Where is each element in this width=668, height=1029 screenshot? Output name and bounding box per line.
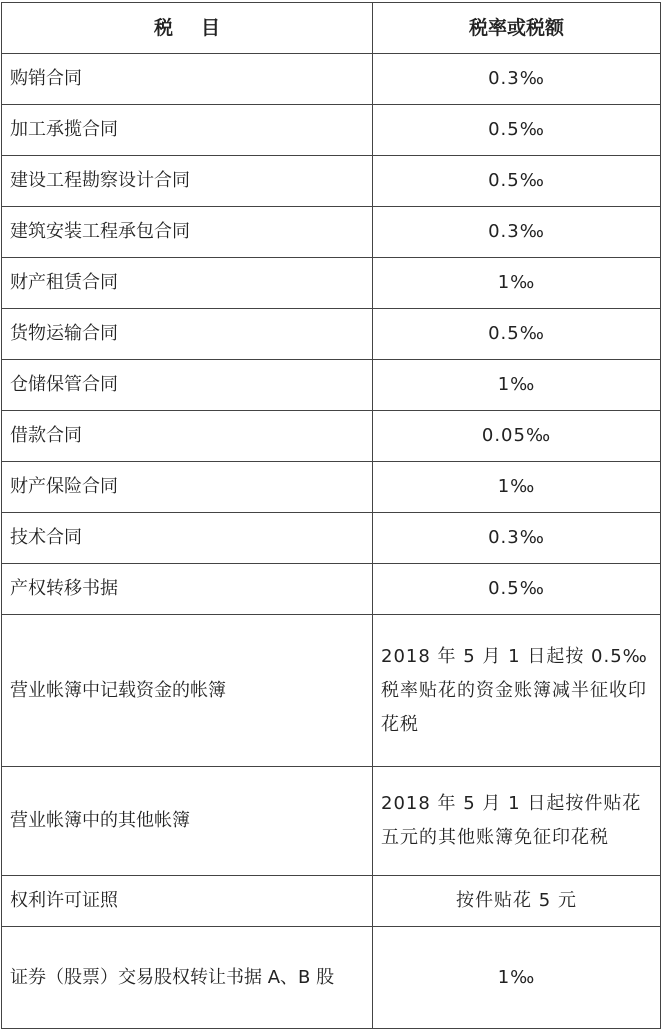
header-tax-rate: 税率或税额 [373, 3, 661, 54]
table-row [2, 309, 661, 360]
table-row [2, 615, 661, 767]
tax-rate-cell: 0.3‰ [373, 513, 661, 564]
header-tax-item: 税目 [2, 3, 373, 54]
table-row [2, 767, 661, 876]
tax-item-cell: 借款合同 [2, 411, 373, 462]
table-row [2, 564, 661, 615]
tax-rate-cell: 0.5‰ [373, 309, 661, 360]
table-row [2, 156, 661, 207]
tax-rate-cell: 0.3‰ [373, 207, 661, 258]
table-row [2, 207, 661, 258]
tax-rate-cell: 0.5‰ [373, 156, 661, 207]
table-row [2, 927, 661, 1029]
tax-rate-table [1, 2, 661, 1029]
tax-item-cell: 仓储保管合同 [2, 360, 373, 411]
tax-item-cell: 财产保险合同 [2, 462, 373, 513]
tax-rate-cell: 1‰ [373, 462, 661, 513]
table-row [2, 462, 661, 513]
tax-item-cell: 产权转移书据 [2, 564, 373, 615]
tax-rate-cell: 2018 年 5 月 1 日起按 0.5‰ 税率贴花的资金账簿减半征收印花税 [373, 615, 661, 767]
table-row [2, 513, 661, 564]
tax-item-cell: 权利许可证照 [2, 876, 373, 927]
table-row [2, 360, 661, 411]
tax-item-cell: 加工承揽合同 [2, 105, 373, 156]
table-row [2, 876, 661, 927]
tax-item-cell: 货物运输合同 [2, 309, 373, 360]
tax-rate-cell: 0.05‰ [373, 411, 661, 462]
tax-item-cell: 技术合同 [2, 513, 373, 564]
table-row [2, 54, 661, 105]
tax-item-cell: 购销合同 [2, 54, 373, 105]
tax-rate-cell: 0.3‰ [373, 54, 661, 105]
table-row [2, 105, 661, 156]
table-header-row [2, 3, 661, 54]
tax-rate-cell: 0.5‰ [373, 564, 661, 615]
tax-rate-cell: 2018 年 5 月 1 日起按件贴花五元的其他账簿免征印花税 [373, 767, 661, 876]
tax-item-cell: 建设工程勘察设计合同 [2, 156, 373, 207]
tax-item-cell: 证券（股票）交易股权转让书据 A、B 股 [2, 927, 373, 1029]
tax-rate-cell: 1‰ [373, 927, 661, 1029]
tax-item-cell: 财产租赁合同 [2, 258, 373, 309]
table-row [2, 258, 661, 309]
tax-rate-cell: 1‰ [373, 360, 661, 411]
tax-rate-cell: 0.5‰ [373, 105, 661, 156]
tax-item-cell: 营业帐簿中记载资金的帐簿 [2, 615, 373, 767]
tax-rate-cell: 1‰ [373, 258, 661, 309]
tax-item-cell: 营业帐簿中的其他帐簿 [2, 767, 373, 876]
tax-item-cell: 建筑安装工程承包合同 [2, 207, 373, 258]
table-row [2, 411, 661, 462]
tax-rate-cell: 按件贴花 5 元 [373, 876, 661, 927]
